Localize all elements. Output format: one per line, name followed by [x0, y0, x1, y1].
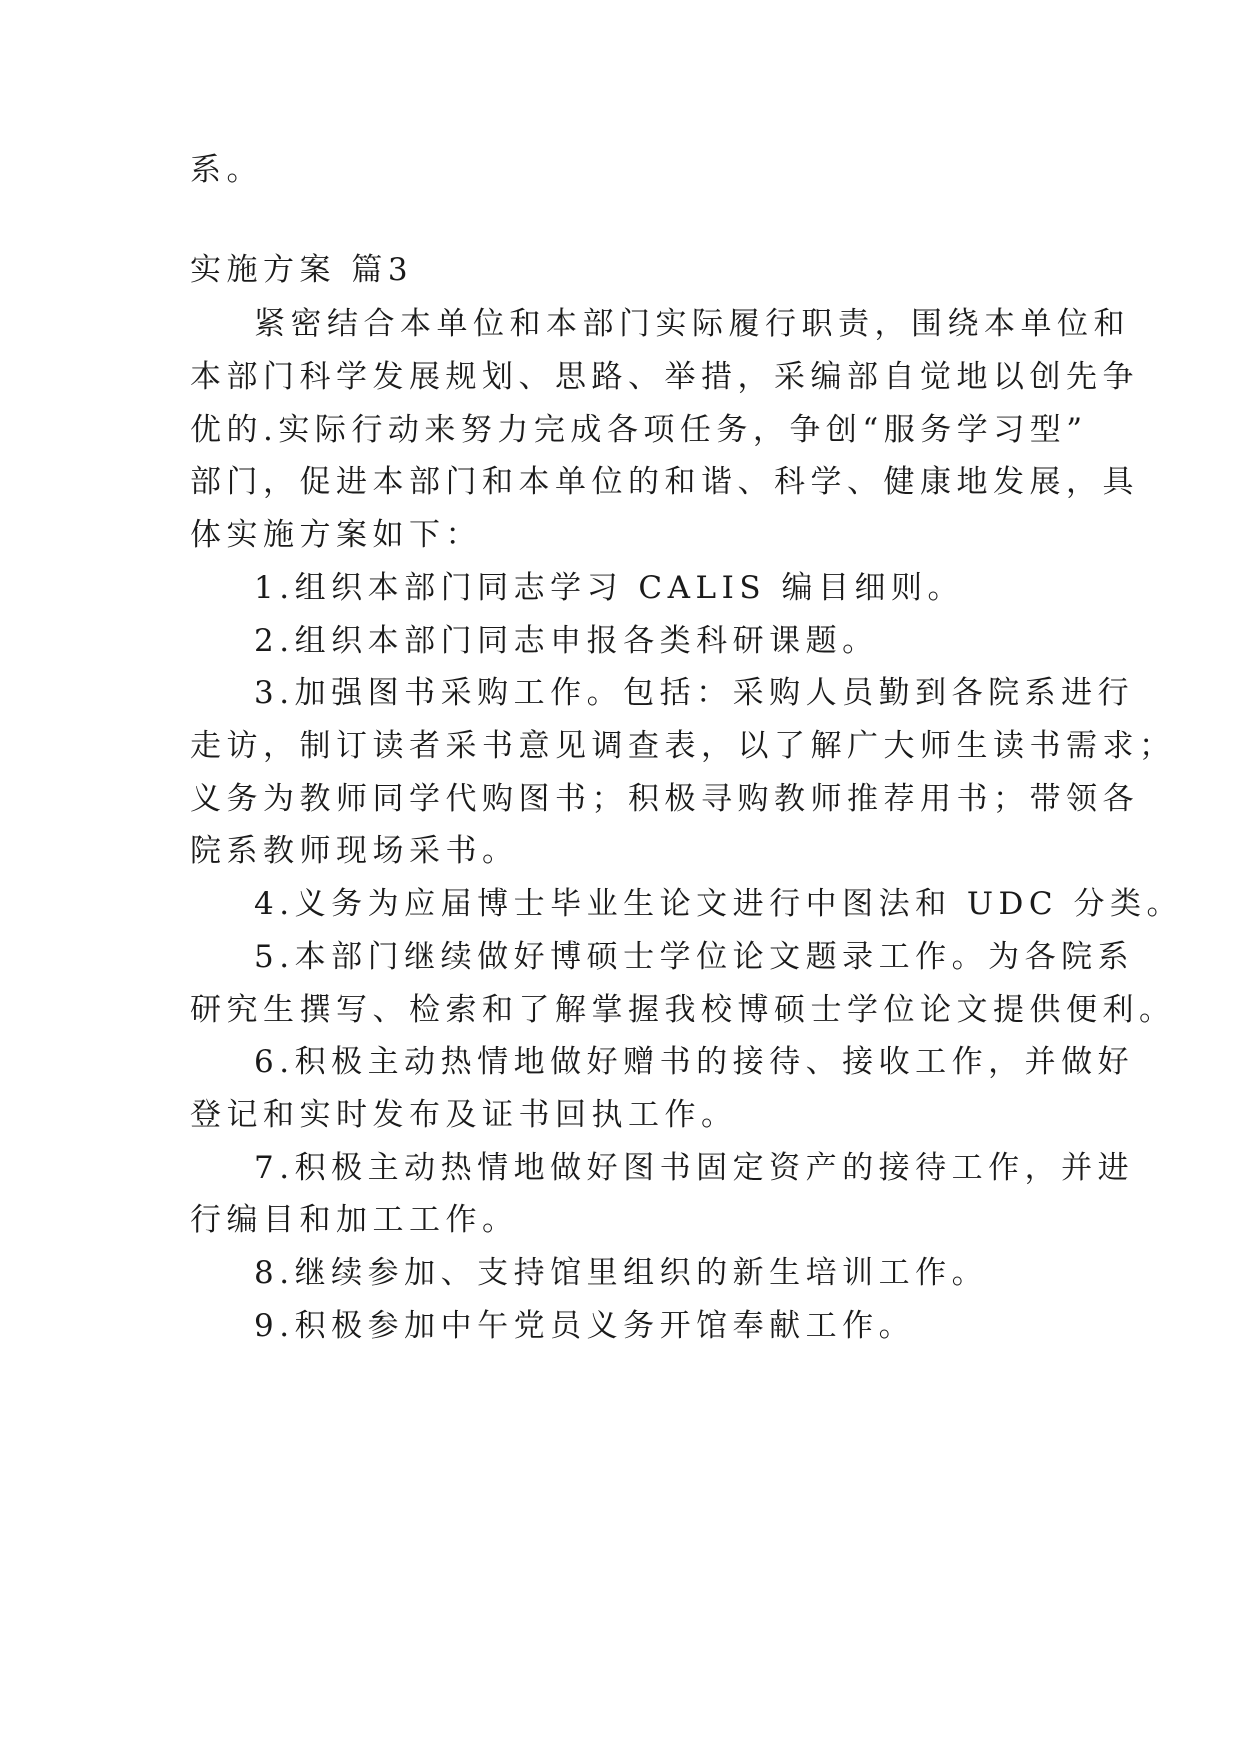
list-item-line: 7.积极主动热情地做好图书固定资产的接待工作，并进: [254, 1150, 1135, 1186]
list-item-line: 义务为教师同学代购图书；积极寻购教师推荐用书；带领各: [190, 781, 1139, 817]
list-item-line: 3.加强图书采购工作。包括：采购人员勤到各院系进行: [254, 675, 1135, 711]
list-item-line: 1.组织本部门同志学习 CALIS 编目细则。: [254, 570, 964, 606]
paragraph-line: 紧密结合本单位和本部门实际履行职责，围绕本单位和: [254, 306, 1130, 342]
paragraph-line: 优的.实际行动来努力完成各项任务，争创“服务学习型”: [190, 412, 1088, 448]
list-item-line: 6.积极主动热情地做好赠书的接待、接收工作，并做好: [254, 1044, 1135, 1080]
list-item-line: 院系教师现场采书。: [190, 833, 519, 869]
section-heading: 实施方案 篇3: [190, 252, 414, 288]
list-item-line: 登记和实时发布及证书回执工作。: [190, 1097, 738, 1133]
list-item-line: 走访，制订读者采书意见调查表，以了解广大师生读书需求；: [190, 728, 1176, 764]
list-item-line: 8.继续参加、支持馆里组织的新生培训工作。: [254, 1255, 989, 1291]
list-item-line: 5.本部门继续做好博硕士学位论文题录工作。为各院系: [254, 939, 1135, 975]
list-item-line: 9.积极参加中午党员义务开馆奉献工作。: [254, 1308, 916, 1344]
list-item-line: 行编目和加工工作。: [190, 1202, 519, 1238]
continuation-text: 系。: [190, 152, 263, 188]
paragraph-line: 本部门科学发展规划、思路、举措，采编部自觉地以创先争: [190, 359, 1139, 395]
paragraph-line: 部门，促进本部门和本单位的和谐、科学、健康地发展，具: [190, 464, 1139, 500]
paragraph-line: 体实施方案如下：: [190, 517, 482, 553]
list-item-line: 2.组织本部门同志申报各类科研课题。: [254, 623, 879, 659]
list-item-line: 研究生撰写、检索和了解掌握我校博硕士学位论文提供便利。: [190, 992, 1176, 1028]
list-item-line: 4.义务为应届博士毕业生论文进行中图法和 UDC 分类。: [254, 886, 1183, 922]
